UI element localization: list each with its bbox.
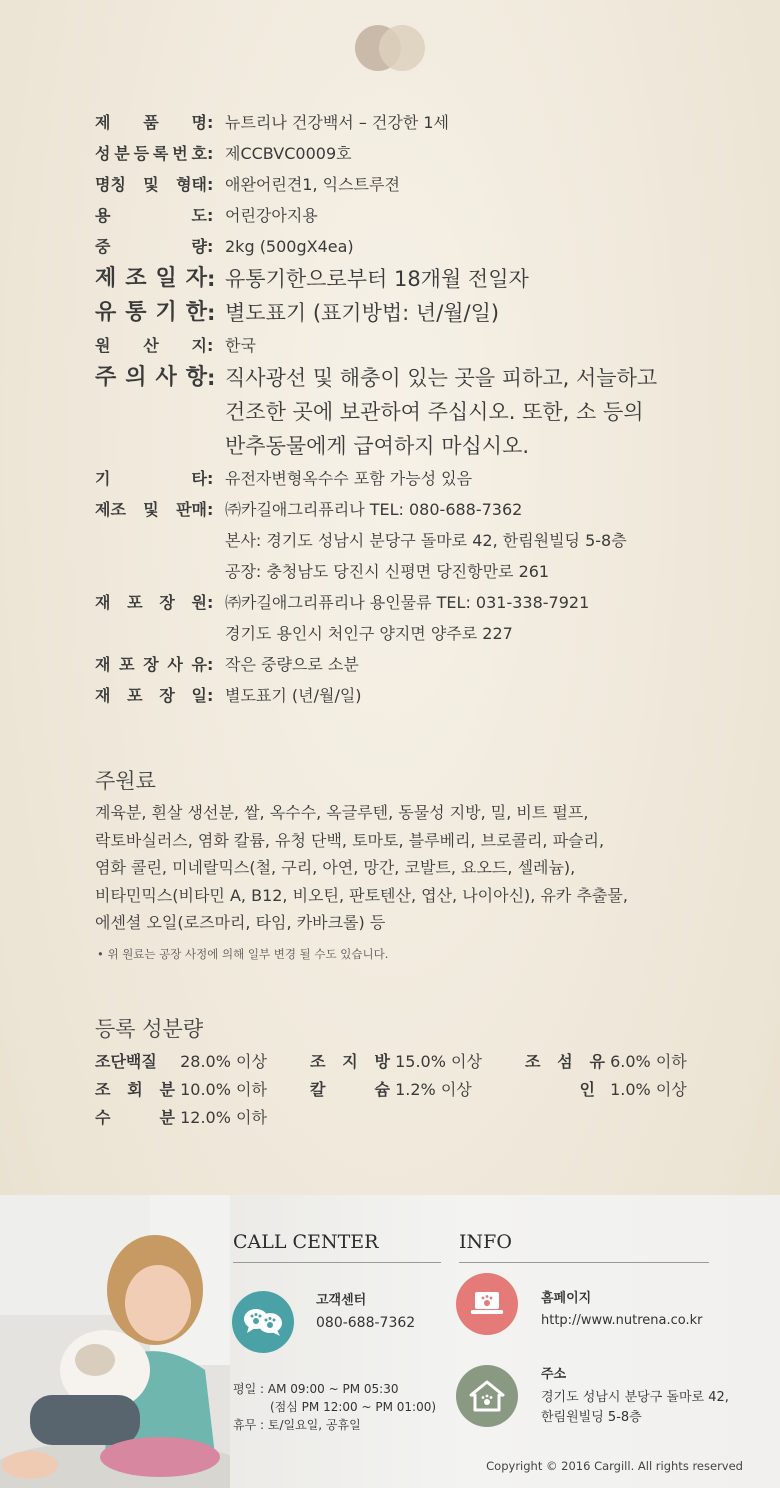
info-divider — [459, 1262, 709, 1263]
laptop-paw-icon — [456, 1273, 518, 1335]
analysis-value: 15.0% 이상 — [390, 1052, 482, 1071]
spec-label: 제조 및 판매 — [95, 500, 207, 519]
spec-value-line: 반추동물에게 급여하지 마십시오. — [225, 434, 530, 458]
copyright: Copyright © 2016 Cargill. All rights reserved — [486, 1459, 743, 1473]
analysis-label: 칼 슘 — [310, 1080, 390, 1099]
hours-weekday: 평일 : AM 09:00 ~ PM 05:30 — [233, 1382, 399, 1396]
spec-value — [225, 463, 745, 494]
spec-value-line: 제CCBVC0009호 — [225, 144, 352, 163]
analysis-item — [310, 1077, 472, 1100]
spec-table — [95, 107, 745, 711]
spec-row — [95, 138, 745, 169]
analysis-label: 조 회 분 — [95, 1080, 175, 1099]
spec-colon: : — [207, 206, 214, 225]
spec-value — [225, 138, 745, 169]
analysis-item — [525, 1049, 687, 1072]
spec-value-line: 건조한 곳에 보관하여 주십시오. 또한, 소 등의 — [225, 400, 644, 424]
spec-value-line: 어린강아지용 — [225, 206, 318, 225]
spec-colon: : — [207, 301, 216, 325]
info-heading: INFO — [459, 1231, 512, 1253]
spec-value-line: 본사: 경기도 성남시 분당구 돌마로 42, 한림원빌딩 5-8층 — [225, 531, 627, 550]
spec-row — [95, 169, 745, 200]
footer — [0, 1195, 780, 1488]
analysis-label: 조 섬 유 — [525, 1052, 605, 1071]
analysis-label: 조단백질 — [95, 1052, 157, 1071]
analysis-value: 1.2% 이상 — [390, 1080, 472, 1099]
spec-colon: : — [207, 655, 214, 674]
spec-colon: : — [207, 500, 214, 519]
spec-row — [95, 587, 745, 649]
address-label: 주소 — [541, 1367, 567, 1382]
hours-closed: 휴무 : 토/일요일, 공휴일 — [233, 1418, 361, 1432]
analysis-value: 12.0% 이하 — [175, 1108, 267, 1127]
spec-colon: : — [207, 593, 214, 612]
spec-value-line: 별도표기 (표기방법: 년/월/일) — [225, 301, 500, 325]
spec-value-line: 2kg (500gX4ea) — [225, 237, 354, 256]
spec-row — [95, 262, 745, 296]
spec-label: 중 량 — [95, 237, 207, 256]
dot-right-icon — [379, 25, 425, 71]
spec-label: 주 의 사 항 — [95, 365, 207, 390]
analysis-item — [95, 1077, 267, 1100]
call-center-number[interactable]: 080-688-7362 — [316, 1315, 416, 1331]
spec-label: 원 산 지 — [95, 336, 207, 355]
analysis-item — [525, 1077, 687, 1100]
spec-label: 용 도 — [95, 206, 207, 225]
spec-label: 성 분 등 록 번 호 — [95, 144, 207, 163]
spec-row — [95, 296, 745, 330]
spec-colon: : — [207, 366, 216, 390]
spec-colon: : — [207, 144, 214, 163]
analysis-label: 조 지 방 — [310, 1052, 390, 1071]
spec-label: 재 포 장 원 — [95, 593, 207, 612]
ingredients-line: 에센셜 오일(로즈마리, 타임, 카바크롤) 등 — [95, 913, 386, 932]
spec-row — [95, 494, 745, 587]
spec-label: 제 품 명 — [95, 113, 207, 132]
call-divider — [233, 1262, 441, 1263]
spec-value-line: ㈜카길애그리퓨리나 TEL: 080-688-7362 — [225, 500, 523, 519]
call-center-heading: CALL CENTER — [233, 1231, 379, 1253]
analysis-value: 28.0% 이상 — [175, 1052, 267, 1071]
spec-label: 재 포 장 일 — [95, 686, 207, 705]
analysis-item — [310, 1049, 482, 1072]
spec-value-line: 작은 중량으로 소분 — [225, 655, 359, 674]
spec-colon: : — [207, 267, 216, 291]
spec-value-line: 유통기한으로부터 18개월 전일자 — [225, 267, 529, 291]
ingredients-line: 계육분, 흰살 생선분, 쌀, 옥수수, 옥글루텐, 동물성 지방, 밀, 비트 펄프, — [95, 803, 589, 822]
ingredients-line: 락토바실러스, 염화 칼륨, 유청 단백, 토마토, 블루베리, 브로콜리, 파슬리, — [95, 830, 605, 850]
spec-row — [95, 680, 745, 711]
ingredients-note: • 위 원료는 공장 사정에 의해 일부 변경 될 수도 있습니다. — [97, 947, 389, 961]
spec-value-line: 애완어린견1, 익스트루젼 — [225, 175, 400, 194]
ingredients-line: 비타민믹스(비타민 A, B12, 비오틴, 판토텐산, 엽산, 나이아신), 유카 추출물, — [95, 885, 628, 905]
house-paw-icon — [456, 1365, 518, 1427]
spec-row — [95, 231, 745, 262]
spec-value — [225, 680, 745, 711]
spec-colon: : — [207, 113, 214, 132]
spec-value-line: 뉴트리나 건강백서 – 건강한 1세 — [225, 113, 449, 132]
spec-value — [225, 296, 745, 330]
spec-row — [95, 463, 745, 494]
spec-colon: : — [207, 175, 214, 194]
analysis-item — [95, 1105, 267, 1128]
spec-label: 유 통 기 한 — [95, 300, 207, 325]
spec-value-line: ㈜카길애그리퓨리나 용인물류 TEL: 031-338-7921 — [225, 593, 590, 612]
spec-colon: : — [207, 237, 214, 256]
spec-row — [95, 200, 745, 231]
spec-label: 재 포 장 사 유 — [95, 655, 207, 674]
spec-value — [225, 231, 745, 262]
spec-value — [225, 200, 745, 231]
spec-value — [225, 361, 745, 463]
spec-label: 명칭 및 형태 — [95, 175, 207, 194]
spec-row — [95, 649, 745, 680]
address-line-1: 경기도 성남시 분당구 돌마로 42, — [541, 1390, 729, 1405]
analysis-title: 등록 성분량 — [95, 1017, 204, 1041]
homepage-label: 홈페이지 — [541, 1291, 592, 1306]
ingredients-line: 염화 콜린, 미네랄믹스(철, 구리, 아연, 망간, 코발트, 요오드, 셀레늄), — [95, 858, 576, 877]
spec-row — [95, 361, 745, 463]
analysis-value: 1.0% 이상 — [605, 1080, 687, 1099]
spec-value-line: 유전자변형옥수수 포함 가능성 있음 — [225, 469, 473, 488]
analysis-value: 6.0% 이하 — [605, 1052, 687, 1071]
ingredients-list — [95, 799, 695, 937]
address-line-2: 한림원빌딩 5-8층 — [541, 1410, 642, 1425]
decorative-dots — [355, 25, 425, 71]
spec-value-line: 한국 — [225, 336, 256, 355]
analysis-label: 수 분 — [95, 1108, 175, 1127]
spec-row — [95, 330, 745, 361]
homepage-url-link[interactable]: http://www.nutrena.co.kr — [541, 1313, 703, 1328]
girl-with-puppy-photo — [0, 1195, 230, 1488]
analysis-label: 인 — [579, 1080, 595, 1099]
ingredients-title: 주원료 — [95, 769, 156, 793]
spec-value — [225, 262, 745, 296]
call-center-label: 고객센터 — [316, 1293, 367, 1308]
spec-value-line: 경기도 용인시 처인구 양지면 양주로 227 — [225, 624, 513, 643]
spec-row — [95, 107, 745, 138]
spec-value — [225, 649, 745, 680]
spec-colon: : — [207, 336, 214, 355]
hours-lunch: (점심 PM 12:00 ~ PM 01:00) — [270, 1400, 437, 1414]
spec-value — [225, 169, 745, 200]
spec-value — [225, 587, 745, 649]
spec-value — [225, 494, 745, 587]
spec-label: 제 조 일 자 — [95, 266, 207, 291]
spec-colon: : — [207, 686, 214, 705]
spec-value-line: 직사광선 및 해충이 있는 곳을 피하고, 서늘하고 — [225, 366, 658, 390]
analysis-value: 10.0% 이하 — [175, 1080, 267, 1099]
spec-colon: : — [207, 469, 214, 488]
spec-value-line: 공장: 충청남도 당진시 신평면 당진항만로 261 — [225, 562, 550, 581]
spec-label: 기 타 — [95, 469, 207, 488]
spec-value-line: 별도표기 (년/월/일) — [225, 686, 362, 705]
spec-value — [225, 107, 745, 138]
chat-paw-icon — [232, 1291, 294, 1353]
analysis-item — [95, 1049, 267, 1072]
spec-value — [225, 330, 745, 361]
